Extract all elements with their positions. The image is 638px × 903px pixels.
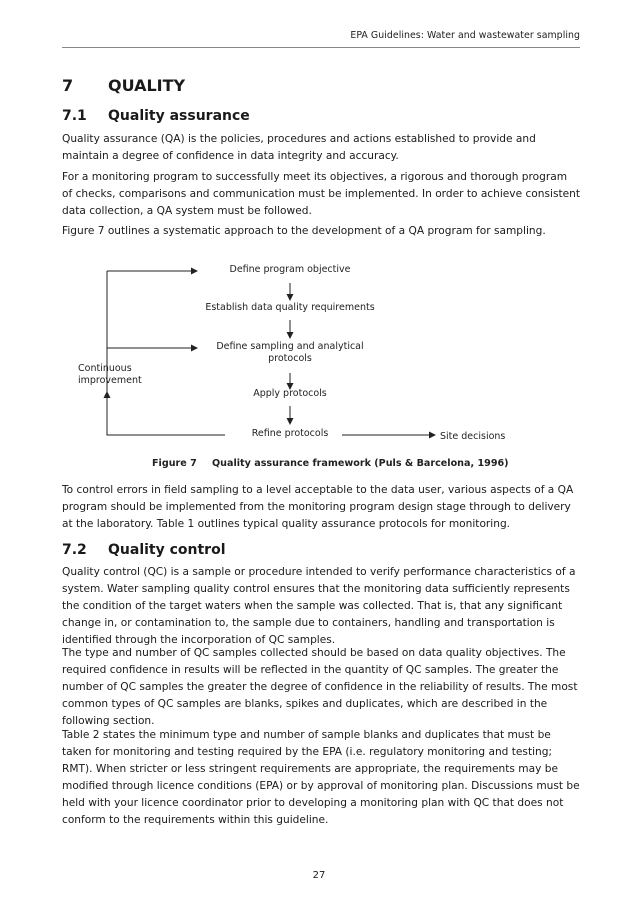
figure-caption-text: Quality assurance framework (Puls & Barcelona, 1996) [212, 458, 509, 469]
paragraph-qa-3: Figure 7 outlines a systematic approach to the development of a QA program for sampling. [62, 225, 546, 237]
paragraph-qa-2: For a monitoring program to successfully meet its objectives, a rigorous and thorough program of checks, comparisons and communication must be implemented. In order to achieve consistent data collection, a QA system must be followed. [62, 171, 581, 217]
section-number-qa: 7.1 [62, 108, 87, 124]
step-define-objective: Define program objective [229, 264, 351, 275]
section-heading-qc [62, 542, 226, 558]
section-number-qc: 7.2 [62, 542, 87, 558]
paragraph-qc-3: Table 2 states the minimum type and number of sample blanks and duplicates that must be taken for monitoring and testing required by the EPA (i.e. regulatory monitoring and testing; RMT). When stricter or less stringent requirements are appropriate, the requirements may be modified through licence conditions (EPA) or by approval of monitoring plan. Discussions must be held with your licence coordinator prior to developing a monitoring plan with QC that does not conform to the requirements within this guideline. [62, 729, 580, 826]
loop-label-continuous-improvement: Continuous improvement [78, 363, 142, 386]
step-data-quality-requirements: Establish data quality requirements [205, 302, 375, 313]
chapter-title: QUALITY [108, 76, 186, 95]
step-refine-protocols: Refine protocols [251, 428, 329, 439]
running-header: EPA Guidelines: Water and wastewater sampling [350, 30, 580, 41]
output-site-decisions: Site decisions [440, 431, 506, 442]
paragraph-qc-1: Quality control (QC) is a sample or procedure intended to verify performance characteristics of a system. Water sampling quality control ensures that the monitoring data sufficiently represents the condition of the target waters when the sample was collected. That is, that any significant change in, or contamination to, the sample due to containers, handling and transportation is identified through the incorporation of QC samples. [62, 566, 576, 646]
step-apply-protocols: Apply protocols [253, 388, 327, 399]
feedback-loop-line [107, 271, 225, 435]
section-title-qa: Quality assurance [108, 108, 250, 124]
step-define-protocols: Define sampling and analytical protocols [216, 341, 364, 364]
paragraph-qc-2: The type and number of QC samples collected should be based on data quality objectives. The required confidence in results will be reflected in the quantity of QC samples. The greater the number of QC samples the greater the degree of confidence in the reliability of results. The most common types of QC samples are blanks, spikes and duplicates, which are described in the following section. [62, 647, 578, 727]
figure-caption-number: Figure 7 [152, 458, 197, 469]
page-number: 27 [312, 870, 326, 881]
chapter-number: 7 [62, 76, 74, 95]
paragraph-qa-1: Quality assurance (QA) is the policies, procedures and actions established to provide and maintain a degree of confidence in data integrity and accuracy. [62, 133, 536, 162]
paragraph-after-figure: To control errors in field sampling to a level acceptable to the data user, various aspects of a QA program should be implemented from the monitoring program design stage through to delivery at the laboratory. Table 1 outlines typical quality assurance protocols for monitoring. [62, 484, 574, 530]
section-title-qc: Quality control [108, 542, 226, 558]
